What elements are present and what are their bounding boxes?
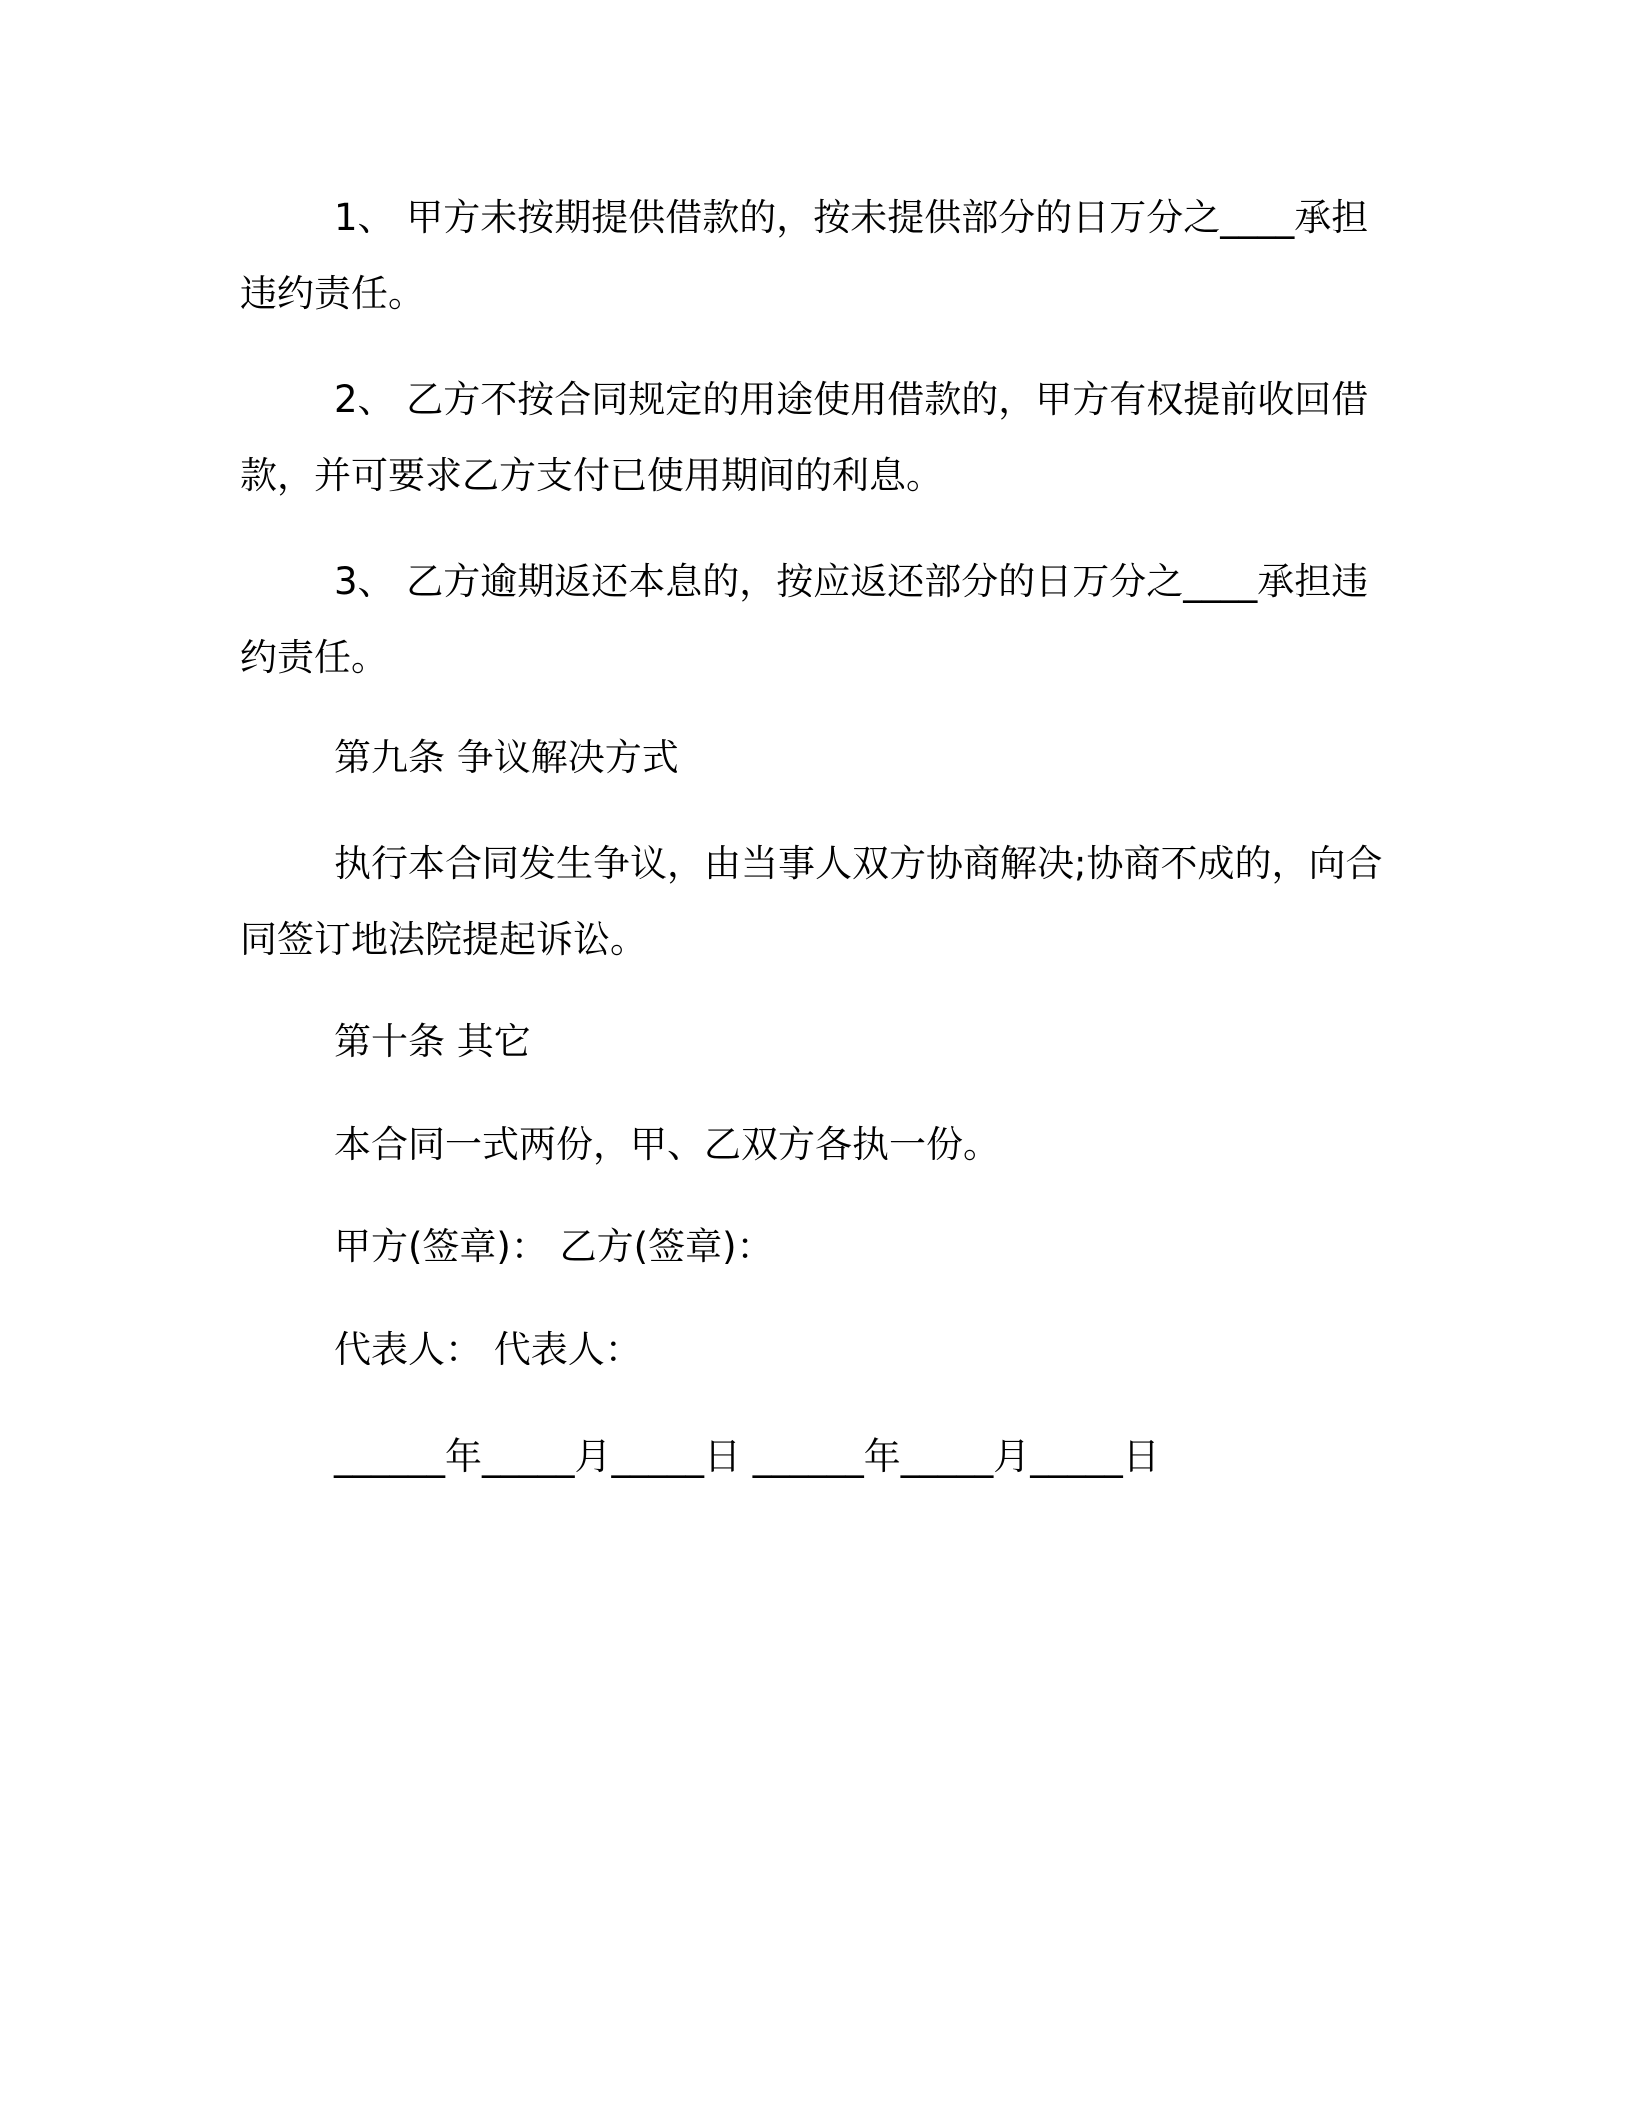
article-9-heading: 第九条 争议解决方式 [334, 736, 679, 779]
clause-2: 2、 乙方不按合同规定的用途使用借款的，甲方有权提前收回借款，并可要求乙方支付已使用期间的利息。 [240, 378, 1369, 497]
article-9-body: 执行本合同发生争议，由当事人双方协商解决;协商不成的，向合同签订地法院提起诉讼。 [240, 842, 1383, 961]
article-10-heading: 第十条 其它 [334, 1020, 531, 1063]
article-10-body: 本合同一式两份，甲、乙双方各执一份。 [334, 1123, 1000, 1166]
signature-representatives: 代表人： 代表人： [334, 1328, 642, 1371]
clause-1: 1、 甲方未按期提供借款的，按未提供部分的日万分之____承担违约责任。 [240, 196, 1369, 315]
signature-parties: 甲方(签章)： 乙方(签章)： [334, 1225, 774, 1268]
clause-3: 3、 乙方逾期返还本息的，按应返还部分的日万分之____承担违约责任。 [240, 560, 1369, 679]
signature-date: ______年_____月_____日 ______年_____月_____日 [334, 1435, 1160, 1478]
